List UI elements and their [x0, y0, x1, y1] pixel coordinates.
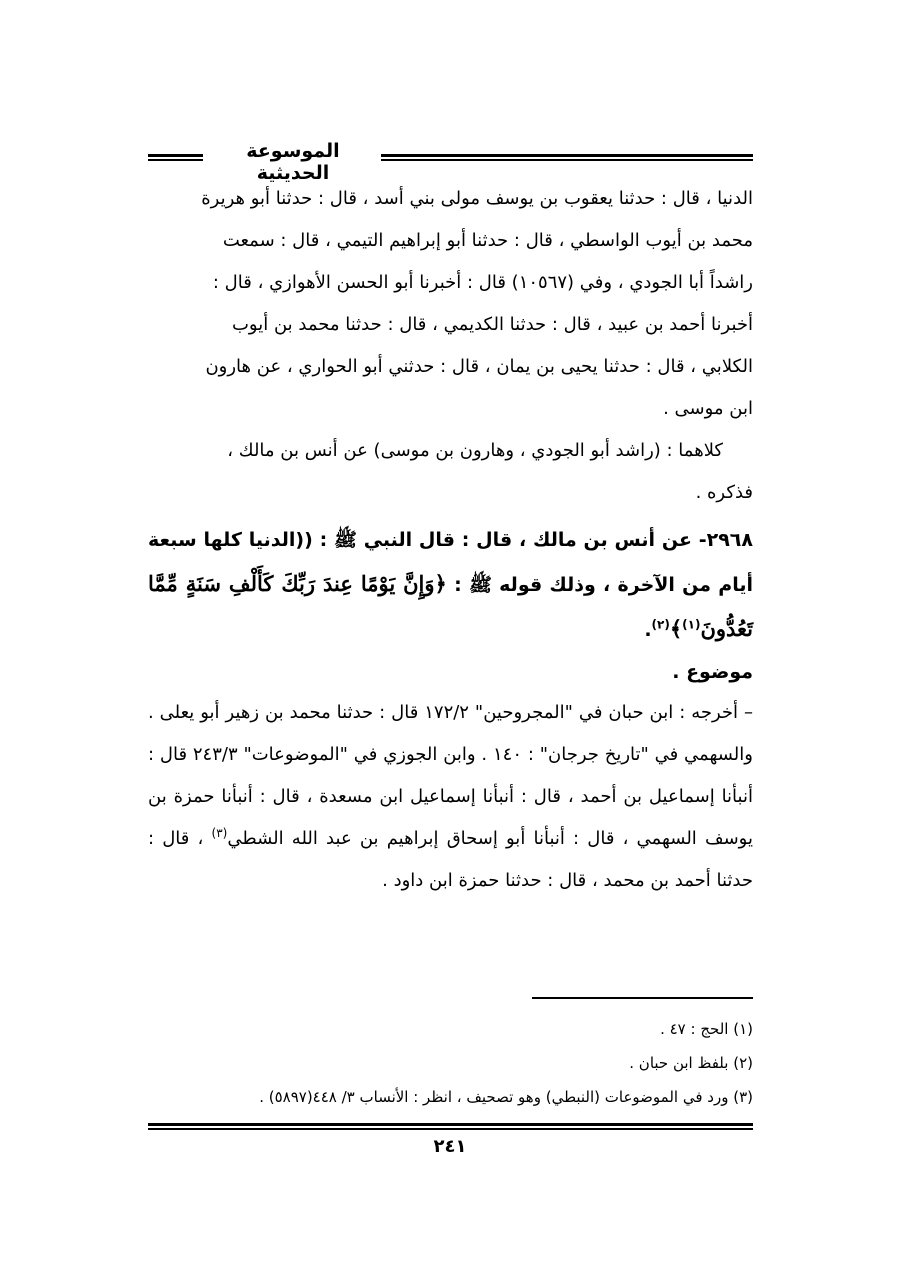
- page-number: ٢٤١: [433, 1136, 467, 1157]
- footnote-ref-1[interactable]: (١): [682, 617, 701, 632]
- takhrij-text-end: ، قال : حدثنا أحمد بن محمد ، قال : حدثنا حمزة ابن داود .: [148, 828, 753, 891]
- takhrij-text: – أخرجه : ابن حبان في "المجروحين" ١٧٢/٢ قال : حدثنا محمد بن زهير أبو يعلى . والسهمي في "تاريخ جرجان" : ١٤٠ . وابن الجوزي في "الموضوعات" ٢٤٣/٣ قال : أنبأنا إسماعيل بن أحمد ، قال : أنبأنا إسماعيل ابن مسعدة ، قال : أنبأنا حمزة بن يوسف السهمي ، قال : أنبأنا أبو إسحاق إبراهيم بن عبد الله الشطي: [148, 702, 753, 849]
- footnote-1: (١) الحج : ٤٧ .: [660, 1020, 753, 1038]
- footnote-ref-2[interactable]: (٢): [651, 617, 670, 632]
- isnad-line: الكلابي ، قال : حدثنا يحيى بن يمان ، قال : حدثني أبو الحواري ، عن هارون: [205, 356, 753, 377]
- isnad-line: محمد بن أيوب الواسطي ، قال : حدثنا أبو إبراهيم التيمي ، قال : سمعت: [222, 230, 753, 251]
- header-rule-left: [148, 154, 203, 161]
- footnote-separator: [532, 997, 753, 999]
- running-header: [148, 140, 753, 184]
- both-chains-line: كلاهما : (راشد أبو الجودي ، وهارون بن موسى) عن أنس بن مالك ،: [227, 440, 723, 461]
- footnote-2: (٢) بلفظ ابن حبان .: [629, 1054, 753, 1072]
- footnote-3: (٣) ورد في الموضوعات (النبطي) وهو تصحيف ، انظر : الأنساب ٣/ ٤٤٨(٥٨٩٧) .: [259, 1088, 753, 1106]
- takhrij-paragraph: [148, 692, 753, 902]
- isnad-line: أخبرنا أحمد بن عبيد ، قال : حدثنا الكديمي ، قال : حدثنا محمد بن أيوب: [231, 314, 753, 335]
- footnote-ref-3[interactable]: (٣): [211, 826, 228, 840]
- bottom-rule: [148, 1123, 753, 1130]
- isnad-line: ابن موسى .: [663, 398, 753, 419]
- header-title: الموسوعة الحديثية: [246, 140, 340, 184]
- hadith-prefix: ٢٩٦٨- عن أنس بن مالك ، قال : قال النبي ﷺ : ((الدنيا كلها سبعة أيام من الآخرة ، وذلك قوله ﷺ :: [148, 529, 754, 596]
- hadith-text: [148, 518, 753, 652]
- isnad-line: راشداً أبا الجودي ، وفي (١٠٥٦٧) قال : أخبرنا أبو الحسن الأهوازي ، قال :: [212, 272, 753, 293]
- quran-verse: ﴿وَإِنَّ يَوْمًا عِندَ رَبِّكَ كَأَلْفِ سَنَةٍ مِّمَّا تَعُدُّونَ: [148, 571, 753, 641]
- verdict: موضوع .: [672, 661, 753, 683]
- isnad-line: الدنيا ، قال : حدثنا يعقوب بن يوسف مولى بني أسد ، قال : حدثنا أبو هريرة: [201, 188, 753, 209]
- main-text: [148, 178, 753, 902]
- hadith-end: .: [644, 619, 652, 641]
- quran-close-bracket: ﴾: [669, 616, 683, 641]
- footnotes: [148, 1012, 753, 1114]
- header-rule-right: [381, 154, 753, 161]
- both-chains-line: فذكره .: [695, 482, 753, 503]
